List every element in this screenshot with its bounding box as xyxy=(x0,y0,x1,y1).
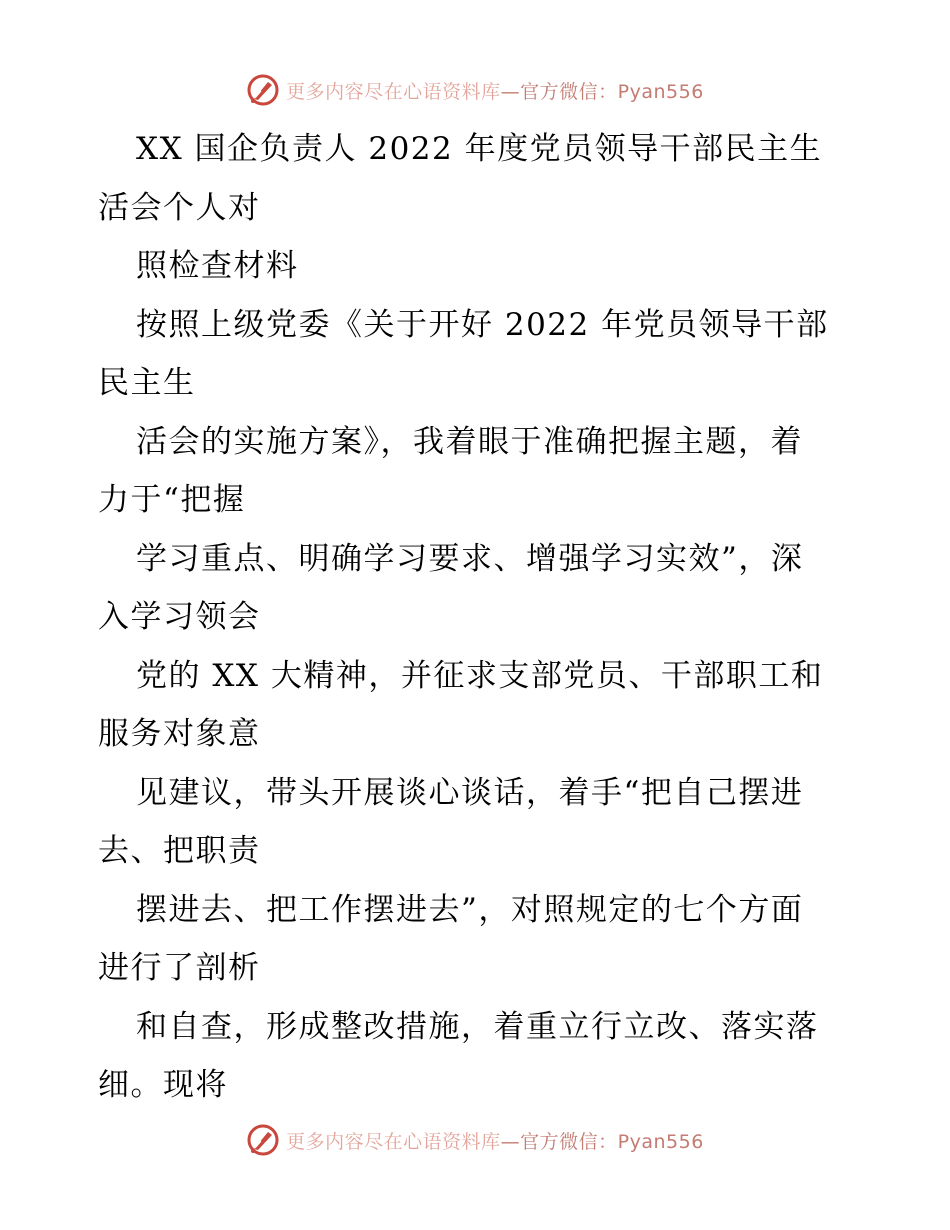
title-line-3: 照检查材料 xyxy=(136,248,299,284)
quill-pen-circle-icon xyxy=(246,73,280,107)
watermark-lead-text: 更多内容尽在心语资料库 xyxy=(286,1130,501,1153)
paragraph-line: 摆进去、把工作摆进去”，对照规定的七个方面 xyxy=(136,891,804,928)
paragraph-line: 活会的实施方案》，我着眼于准确把握主题，着 xyxy=(136,423,803,460)
watermark-text xyxy=(286,1127,704,1154)
paragraph-line: 力于“把握 xyxy=(98,482,246,518)
paragraph-line: 见建议，带头开展谈心谈话，着手“把自己摆进 xyxy=(136,774,804,811)
quill-pen-circle-icon xyxy=(246,1123,280,1157)
watermark-footer xyxy=(0,1118,950,1162)
paragraph-line: 党的 XX 大精神，并征求支部党员、干部职工和 xyxy=(136,657,824,694)
paragraph-line: 按照上级党委《关于开好 2022 年党员领导干部 xyxy=(136,306,829,343)
watermark-wechat-text: —官方微信：Pyan556 xyxy=(500,80,704,103)
watermark-header xyxy=(0,68,950,112)
document-body xyxy=(98,120,858,1115)
watermark-wechat-text: —官方微信：Pyan556 xyxy=(500,1130,704,1153)
title-line-1: XX 国企负责人 2022 年度党员领导干部民主生 xyxy=(136,131,823,167)
paragraph-line: 入学习领会 xyxy=(98,599,261,635)
paragraph-line: 细。现将 xyxy=(98,1067,228,1103)
paragraph-line: 去、把职责 xyxy=(98,833,261,869)
paragraph-line: 服务对象意 xyxy=(98,716,261,752)
paragraph-line: 和自查，形成整改措施，着重立行立改、落实落 xyxy=(136,1008,819,1045)
title-line-2: 活会个人对 xyxy=(98,189,261,226)
watermark-text xyxy=(286,77,704,104)
paragraph-line: 进行了剖析 xyxy=(98,950,261,986)
paragraph-line: 学习重点、明确学习要求、增强学习实效”，深 xyxy=(136,540,804,577)
paragraph-line: 民主生 xyxy=(98,365,196,401)
watermark-lead-text: 更多内容尽在心语资料库 xyxy=(286,80,501,103)
